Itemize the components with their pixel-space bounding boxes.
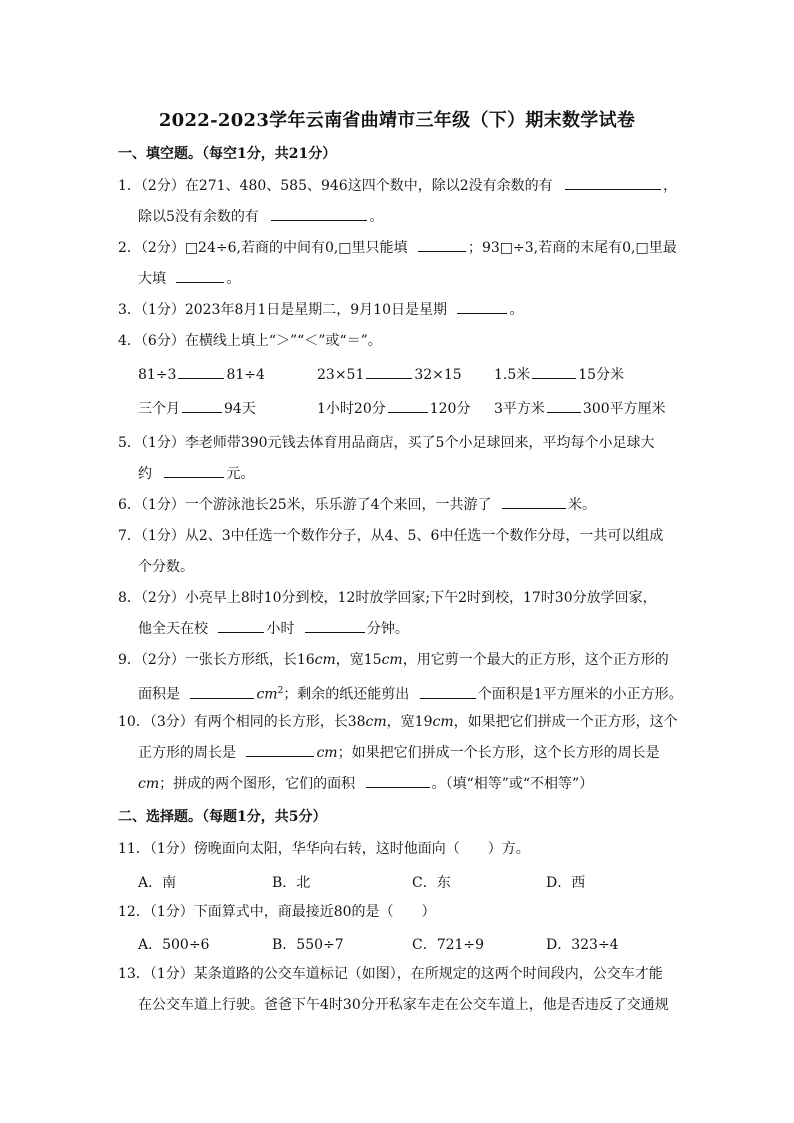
question-13: 13．（1分）某条道路的公交车道标记（如图），在所规定的这两个时间段内，公交车才能 <box>118 966 663 982</box>
section-heading-choice: 二、选择题。（每题1分，共5分） <box>118 809 327 825</box>
answer-blank[interactable] <box>176 270 224 283</box>
answer-blank[interactable] <box>366 775 430 788</box>
question-1: 1．（2分）在271、480、585、946这四个数中，除以2没有余数的有 ， <box>118 178 678 194</box>
question-8-cont: 他全天在校 小时 分钟。 <box>138 621 409 637</box>
question-10-cont2: cm；拼成的两个图形，它们的面积 。（填“相等”或“不相等”） <box>138 776 594 792</box>
answer-blank[interactable] <box>388 400 428 413</box>
answer-blank[interactable] <box>164 465 224 478</box>
compare-item: 1.5米 15分米 <box>494 367 625 383</box>
question-9-cont: 面积是 $cm^2$；剩余的纸还能剪出 个面积是1平方厘米的小正方形。 <box>138 686 683 703</box>
page-title: 2022-2023学年云南省曲靖市三年级（下）期末数学试卷 <box>158 110 636 131</box>
compare-item: 81÷3 81÷4 <box>138 367 265 383</box>
question-12: 12．（1分）下面算式中，商最接近80的是（ ） <box>118 904 436 920</box>
answer-blank[interactable] <box>418 239 466 252</box>
compare-item: 1小时20分 120分 <box>317 401 471 417</box>
compare-item: 23×51 32×15 <box>317 367 462 383</box>
question-6: 6．（1分）一个游泳池长25米，乐乐游了4个来回，一共游了 米。 <box>118 497 596 513</box>
question-3: 3．（1分）2023年8月1日是星期二，9月10日是星期 。 <box>118 302 524 318</box>
question-2: 2．（2分）□24÷6,若商的中间有0,□里只能填 ；93□÷3,若商的末尾有0,□里最 <box>118 240 677 256</box>
answer-blank[interactable] <box>218 620 264 633</box>
answer-blank[interactable] <box>305 620 365 633</box>
option-a[interactable]: A．500÷6 <box>138 937 210 953</box>
answer-blank[interactable] <box>271 208 367 221</box>
question-13-cont: 在公交车道上行驶。爸爸下午4时30分开私家车走在公交车道上，他是否违反了交通规 <box>138 997 669 1013</box>
question-4: 4．（6分）在横线上填上“＞”“＜”或“＝”。 <box>118 333 382 349</box>
question-5: 5．（1分）李老师带390元钱去体育用品商店，买了5个小足球回来，平均每个小足球大 <box>118 435 655 451</box>
compare-item: 三个月 94天 <box>138 401 256 417</box>
compare-item: 3平方米 300平方厘米 <box>494 401 666 417</box>
option-d[interactable]: D．323÷4 <box>546 937 619 953</box>
question-10: 10．（3分）有两个相同的长方形，长38cm，宽19cm，如果把它们拼成一个正方形，这个 <box>118 714 678 730</box>
answer-blank[interactable] <box>246 744 314 757</box>
question-10-cont: 正方形的周长是 cm；如果把它们拼成一个长方形，这个长方形的周长是 <box>138 745 660 761</box>
answer-blank[interactable] <box>420 686 476 699</box>
answer-blank[interactable] <box>366 366 412 379</box>
option-b[interactable]: B．北 <box>272 875 311 891</box>
question-9: 9．（2分）一张长方形纸，长16cm，宽15cm，用它剪一个最大的正方形，这个正方形的 <box>118 652 669 668</box>
question-11: 11．（1分）傍晚面向太阳，华华向右转，这时他面向（ ）方。 <box>118 841 530 857</box>
answer-blank[interactable] <box>565 177 661 190</box>
question-5-cont: 约 元。 <box>138 466 255 482</box>
option-d[interactable]: D．西 <box>546 875 586 891</box>
option-b[interactable]: B．550÷7 <box>272 937 344 953</box>
question-2-cont: 大填 。 <box>138 271 241 287</box>
answer-blank[interactable] <box>457 301 507 314</box>
question-8: 8．（2分）小亮早上8时10分到校，12时放学回家;下午2时到校，17时30分放学回家， <box>118 590 657 606</box>
question-1-cont: 除以5没有余数的有 。 <box>138 209 384 225</box>
option-c[interactable]: C．东 <box>412 875 451 891</box>
option-c[interactable]: C．721÷9 <box>412 937 485 953</box>
answer-blank[interactable] <box>502 496 566 509</box>
question-7: 7．（1分）从2、3中任选一个数作分子，从4、5、6中任选一个数作分母，一共可以组成 <box>118 528 664 544</box>
section-heading-fill-blank: 一、填空题。（每空1分，共21分） <box>118 146 337 162</box>
answer-blank[interactable] <box>182 400 222 413</box>
answer-blank[interactable] <box>532 366 576 379</box>
option-a[interactable]: A．南 <box>138 875 177 891</box>
answer-blank[interactable] <box>190 686 254 699</box>
question-7-cont: 个分数。 <box>138 559 194 575</box>
answer-blank[interactable] <box>547 400 581 413</box>
answer-blank[interactable] <box>178 366 224 379</box>
